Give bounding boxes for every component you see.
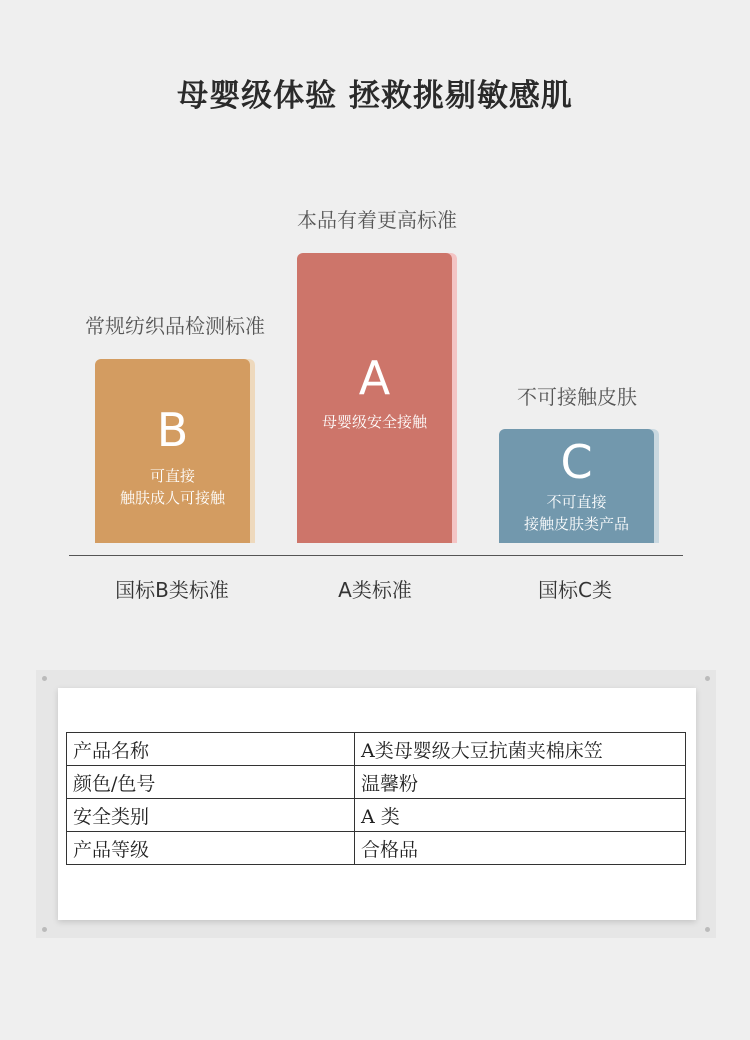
letter-c: C	[560, 435, 593, 489]
desc-b-line2: 触肤成人可接触	[119, 489, 225, 507]
frame-dot	[705, 676, 710, 681]
page-title: 母婴级体验 拯救挑剔敏感肌	[177, 78, 573, 114]
caption-c: 不可接触皮肤	[517, 385, 637, 409]
frame-dot	[42, 927, 47, 932]
table-row	[67, 766, 686, 799]
desc-c-line2: 接触皮肤类产品	[523, 515, 629, 533]
bar-c	[499, 429, 654, 543]
caption-b: 常规纺织品检测标准	[85, 314, 265, 338]
spec-table	[66, 732, 686, 865]
axis-label-a: A类标准	[338, 578, 412, 602]
spec-value: 温馨粉	[355, 766, 686, 799]
letter-a: A	[358, 351, 391, 405]
desc-a-line1: 母婴级安全接触	[321, 413, 427, 431]
axis-label-b: 国标B类标准	[115, 578, 229, 602]
bar-a	[297, 253, 452, 543]
table-row	[67, 733, 686, 766]
spec-key: 产品等级	[67, 832, 355, 865]
letter-b: B	[156, 403, 189, 457]
caption-a: 本品有着更高标准	[297, 208, 457, 232]
spec-value: A 类	[355, 799, 686, 832]
table-row	[67, 799, 686, 832]
desc-b-line1: 可直接	[149, 467, 195, 485]
desc-c-line1: 不可直接	[546, 493, 607, 511]
baseline-divider	[69, 555, 683, 556]
bar-b	[95, 359, 250, 543]
spec-key: 产品名称	[67, 733, 355, 766]
spec-value: 合格品	[355, 832, 686, 865]
frame-dot	[705, 927, 710, 932]
axis-label-c: 国标C类	[538, 578, 612, 602]
table-row	[67, 832, 686, 865]
spec-key: 颜色/色号	[67, 766, 355, 799]
spec-value: A类母婴级大豆抗菌夹棉床笠	[355, 733, 686, 766]
spec-key: 安全类别	[67, 799, 355, 832]
frame-dot	[42, 676, 47, 681]
